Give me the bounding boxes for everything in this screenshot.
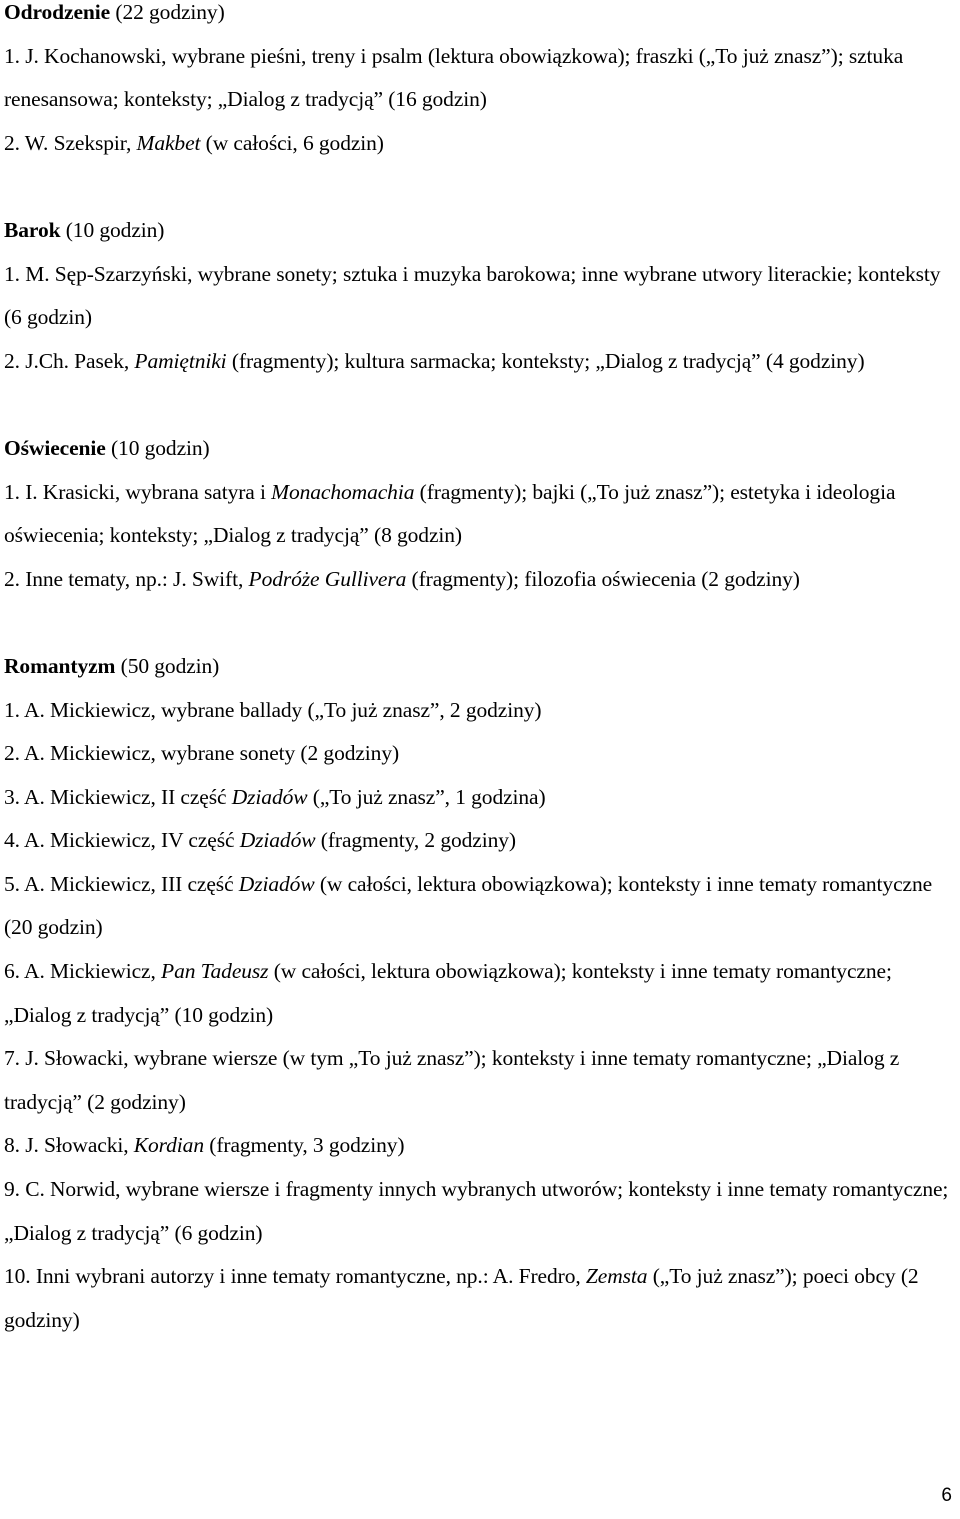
italic-title: Zemsta xyxy=(585,1264,648,1289)
list-item xyxy=(4,35,954,122)
item-text: 2. J.Ch. Pasek, xyxy=(4,348,135,373)
item-text: 3. A. Mickiewicz, II część xyxy=(4,784,232,809)
list-item xyxy=(4,340,954,384)
item-text: (w całości, lektura obowiązkowa); konteksty i inne tematy romantyczne; „Dialog z tradycją” (10 godzin) xyxy=(4,959,892,1027)
italic-title: Pamiętniki xyxy=(134,348,227,373)
section-heading xyxy=(4,645,954,689)
item-text: (fragmenty, 3 godziny) xyxy=(203,1133,405,1158)
list-item xyxy=(4,253,954,340)
section-hours: (50 godzin) xyxy=(115,653,220,678)
section-hours: (22 godziny) xyxy=(110,0,225,24)
italic-title: Dziadów xyxy=(238,871,315,896)
item-text: 9. C. Norwid, wybrane wiersze i fragmenty innych wybranych utworów; konteksty i inne tematy romantyczne; „Dialog z tradycją” (6 godzin) xyxy=(4,1177,949,1245)
item-text: („To już znasz”, 1 godzina) xyxy=(307,784,546,809)
item-text: 2. W. Szekspir, xyxy=(4,130,137,155)
item-text: 6. A. Mickiewicz, xyxy=(4,959,162,984)
section-title: Odrodzenie xyxy=(4,0,111,24)
section-title: Oświecenie xyxy=(4,435,106,460)
item-text: (w całości, 6 godzin) xyxy=(200,130,384,155)
list-item xyxy=(4,863,954,950)
section-hours: (10 godzin) xyxy=(60,217,165,242)
italic-title: Makbet xyxy=(136,130,201,155)
item-text: („To już znasz”); poeci obcy (2 godziny) xyxy=(4,1264,919,1332)
italic-title: Kordian xyxy=(133,1133,204,1158)
item-text: 7. J. Słowacki, wybrane wiersze (w tym „To już znasz”); konteksty i inne tematy romantyczne; „Dialog z tradycją” (2 godziny) xyxy=(4,1046,900,1114)
item-text: (fragmenty); kultura sarmacka; konteksty; „Dialog z tradycją” (4 godziny) xyxy=(226,348,865,373)
list-item xyxy=(4,950,954,1037)
item-text: 1. A. Mickiewicz, wybrane ballady („To już znasz”, 2 godziny) xyxy=(4,697,542,722)
item-text: (fragmenty); filozofia oświecenia (2 godziny) xyxy=(406,566,800,591)
page-number: 6 xyxy=(941,1485,952,1506)
list-item xyxy=(4,471,954,558)
list-item xyxy=(4,558,954,602)
italic-title: Monachomachia xyxy=(271,479,415,504)
list-item xyxy=(4,819,954,863)
section xyxy=(4,645,954,1343)
item-text: 1. J. Kochanowski, wybrane pieśni, treny i psalm (lektura obowiązkowa); fraszki („To już znasz”); sztuka renesansowa; konteksty; „Dialog z tradycją” (16 godzin) xyxy=(4,43,904,112)
item-text: 10. Inni wybrani autorzy i inne tematy romantyczne, np.: A. Fredro, xyxy=(4,1264,586,1289)
list-item xyxy=(4,1255,954,1342)
section-title: Romantyzm xyxy=(4,653,116,678)
section-hours: (10 godzin) xyxy=(105,435,210,460)
section-heading xyxy=(4,209,954,253)
item-text: 1. M. Sęp-Szarzyński, wybrane sonety; sztuka i muzyka barokowa; inne wybrane utwory literackie; konteksty (6 godzin) xyxy=(4,261,941,330)
list-item xyxy=(4,1037,954,1124)
section-title: Barok xyxy=(4,217,61,242)
list-item xyxy=(4,122,954,166)
item-text: 1. I. Krasicki, wybrana satyra i xyxy=(4,479,272,504)
list-item xyxy=(4,732,954,776)
item-text: 4. A. Mickiewicz, IV część xyxy=(4,828,240,853)
item-text: (fragmenty); bajki („To już znasz”); estetyka i ideologia oświecenia; konteksty; „Dialog z tradycją” (8 godzin) xyxy=(4,479,896,548)
italic-title: Dziadów xyxy=(239,828,316,853)
section-heading xyxy=(4,0,954,35)
section xyxy=(4,427,954,601)
document-content xyxy=(4,0,954,1342)
item-text: (fragmenty, 2 godziny) xyxy=(315,828,516,853)
item-text: 8. J. Słowacki, xyxy=(4,1133,134,1158)
list-item xyxy=(4,1124,954,1168)
item-text: (w całości, lektura obowiązkowa); konteksty i inne tematy romantyczne (20 godzin) xyxy=(4,871,933,940)
section-heading xyxy=(4,427,954,471)
item-text: 5. A. Mickiewicz, III część xyxy=(4,871,239,896)
section xyxy=(4,0,954,165)
list-item xyxy=(4,1168,954,1255)
italic-title: Podróże Gullivera xyxy=(248,566,407,591)
section xyxy=(4,209,954,383)
item-text: 2. Inne tematy, np.: J. Swift, xyxy=(4,566,249,591)
list-item xyxy=(4,689,954,733)
list-item xyxy=(4,776,954,820)
italic-title: Dziadów xyxy=(231,784,308,809)
item-text: 2. A. Mickiewicz, wybrane sonety (2 godziny) xyxy=(4,741,400,766)
italic-title: Pan Tadeusz xyxy=(161,959,269,984)
